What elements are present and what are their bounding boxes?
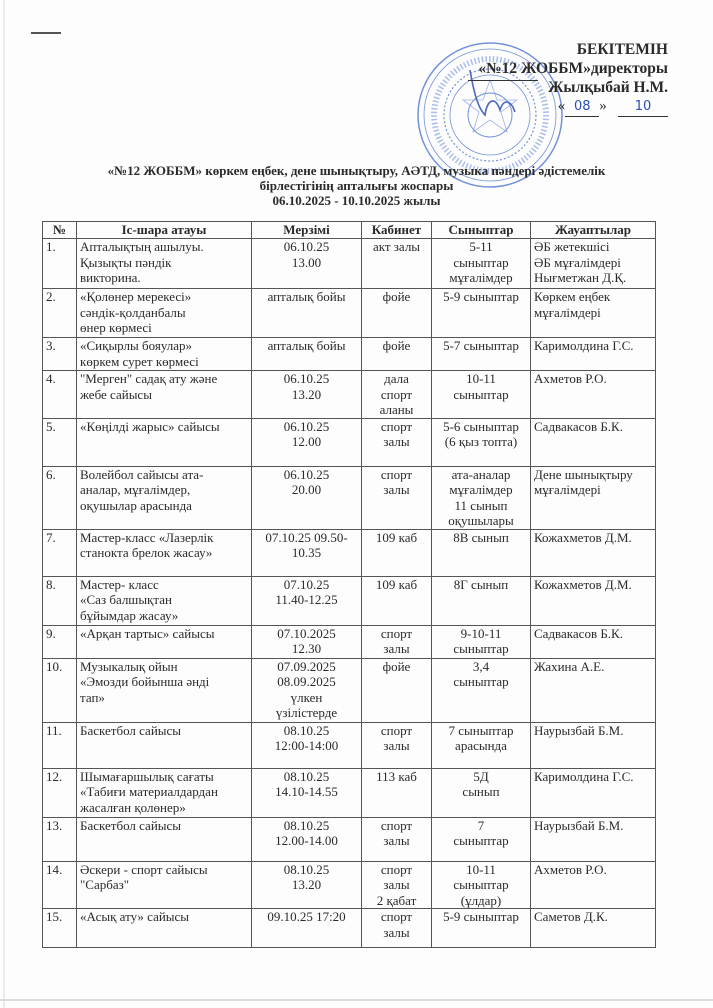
cell-cabinet: фойе [362, 289, 432, 338]
cell-classes: 10-11 сыныптар [432, 371, 531, 419]
cell-classes: ата-аналар мұғалімдер 11 сынып оқушылары [432, 466, 531, 529]
date-open-quote: « [557, 98, 566, 114]
cell-number: 5. [43, 418, 77, 466]
cell-classes: 10-11 сыныптар (ұлдар) [432, 861, 531, 909]
table-row [43, 625, 656, 658]
table-row [43, 418, 656, 466]
cell-date: 08.10.25 12.00-14.00 [252, 817, 362, 861]
cell-event-name: Әскери - спорт сайысы "Сарбаз" [77, 861, 252, 909]
header-cabinet: Кабинет [362, 222, 432, 239]
header-date: Мерзімі [252, 222, 362, 239]
cell-cabinet: спорт залы [362, 817, 432, 861]
cell-cabinet: спорт залы [362, 909, 432, 948]
cell-classes: 3,4 сыныптар [432, 658, 531, 722]
scan-edge-bottom [0, 999, 713, 1001]
cell-event-name: «Қолөнер мерекесі» сәндік-қолданбалы өнер көрмесі [77, 289, 252, 338]
cell-cabinet: спорт залы 2 қабат [362, 861, 432, 909]
approval-block [478, 40, 668, 117]
cell-event-name: Волейбол сайысы ата- аналар, мұғалімдер, оқушылар арасында [77, 466, 252, 529]
cell-classes: 7 сыныптар [432, 817, 531, 861]
cell-responsible: Садвакасов Б.К. [531, 625, 656, 658]
cell-number: 8. [43, 576, 77, 625]
cell-number: 4. [43, 371, 77, 419]
table-row [43, 817, 656, 861]
header-responsible: Жауаптылар [531, 222, 656, 239]
cell-number: 3. [43, 338, 77, 371]
table-header-row [43, 222, 656, 239]
cell-classes: 5-11 сыныптар мұғалімдер [432, 239, 531, 289]
cell-classes: 5-6 сыныптар (6 қыз топта) [432, 418, 531, 466]
cell-cabinet: спорт залы [362, 625, 432, 658]
table-row [43, 722, 656, 768]
cell-classes: 8Г сынып [432, 576, 531, 625]
table-row [43, 909, 656, 948]
table-row [43, 371, 656, 419]
table-row [43, 466, 656, 529]
table-row [43, 768, 656, 817]
cell-date: 07.10.2025 12.30 [252, 625, 362, 658]
cell-event-name: «Арқан тартыс» сайысы [77, 625, 252, 658]
cell-event-name: "Мерген" садақ ату және жебе сайысы [77, 371, 252, 419]
header-classes: Сыныптар [432, 222, 531, 239]
cell-date: 07.10.25 09.50- 10.35 [252, 529, 362, 576]
header-event-name: Іс-шара атауы [77, 222, 252, 239]
cell-date: апталық бойы [252, 289, 362, 338]
title-line-3: 06.10.2025 - 10.10.2025 жылы [272, 193, 441, 208]
document-title [0, 163, 713, 208]
table-row [43, 338, 656, 371]
cell-number: 7. [43, 529, 77, 576]
cell-event-name: «Асық ату» сайысы [77, 909, 252, 948]
cell-event-name: Музыкалық ойын «Эмозди бойынша әнді тап» [77, 658, 252, 722]
cell-date: 09.10.25 17:20 [252, 909, 362, 948]
cell-number: 2. [43, 289, 77, 338]
header-number: № [43, 222, 77, 239]
table-body [43, 239, 656, 948]
cell-number: 12. [43, 768, 77, 817]
cell-event-name: Мастер- класс «Саз балшықтан бұйымдар жасау» [77, 576, 252, 625]
cell-event-name: Апталықтың ашылуы. Қызықты пәндік викторина. [77, 239, 252, 289]
table-row [43, 658, 656, 722]
cell-cabinet: дала спорт аланы [362, 371, 432, 419]
cell-event-name: Шымағаршылық сағаты «Табиғи материалдардан жасалған қолөнер» [77, 768, 252, 817]
cell-number: 6. [43, 466, 77, 529]
table-row [43, 289, 656, 338]
cell-event-name: Баскетбол сайысы [77, 722, 252, 768]
table-row [43, 576, 656, 625]
cell-number: 9. [43, 625, 77, 658]
cell-responsible: Кожахметов Д.М. [531, 576, 656, 625]
table-row [43, 239, 656, 289]
title-line-1: «№12 ЖОББМ» көркем еңбек, дене шынықтыру, АӘТД, музыка пәндері әдістемелік [107, 163, 606, 178]
approval-position: «№12 ЖОББМ»директоры [478, 60, 668, 77]
cell-cabinet: 109 каб [362, 576, 432, 625]
cell-event-name: «Көңілді жарыс» сайысы [77, 418, 252, 466]
cell-date: 06.10.25 13.00 [252, 239, 362, 289]
cell-number: 13. [43, 817, 77, 861]
cell-responsible: Ахметов Р.О. [531, 861, 656, 909]
cell-event-name: Баскетбол сайысы [77, 817, 252, 861]
cell-classes: 5Д сынып [432, 768, 531, 817]
cell-event-name: Мастер-класс «Лазерлік станокта брелок жасау» [77, 529, 252, 576]
scan-edge-left [3, 0, 5, 1008]
cell-number: 15. [43, 909, 77, 948]
weekly-plan-table [42, 221, 656, 948]
cell-number: 11. [43, 722, 77, 768]
cell-cabinet: 109 каб [362, 529, 432, 576]
cell-date: апталық бойы [252, 338, 362, 371]
cell-date: 07.10.25 11.40-12.25 [252, 576, 362, 625]
cell-number: 10. [43, 658, 77, 722]
cell-cabinet: спорт залы [362, 418, 432, 466]
cell-cabinet: 113 каб [362, 768, 432, 817]
cell-date: 08.10.25 13.20 [252, 861, 362, 909]
cell-date: 06.10.25 13.20 [252, 371, 362, 419]
corner-dash-mark [31, 32, 61, 34]
cell-responsible: Дене шынықтыру мұғалімдері [531, 466, 656, 529]
cell-number: 1. [43, 239, 77, 289]
date-month: 10 [618, 97, 668, 117]
cell-cabinet: акт залы [362, 239, 432, 289]
cell-classes: 5-9 сыныптар [432, 909, 531, 948]
table-row [43, 529, 656, 576]
cell-responsible: Кожахметов Д.М. [531, 529, 656, 576]
cell-classes: 5-7 сыныптар [432, 338, 531, 371]
cell-classes: 9-10-11 сыныптар [432, 625, 531, 658]
cell-classes: 5-9 сыныптар [432, 289, 531, 338]
cell-date: 07.09.2025 08.09.2025 үлкен үзілістерде [252, 658, 362, 722]
cell-responsible: Жахина А.Е. [531, 658, 656, 722]
cell-date: 06.10.25 12.00 [252, 418, 362, 466]
approval-date [478, 97, 668, 117]
approval-director-name: Жылқыбай Н.М. [548, 79, 668, 96]
cell-cabinet: спорт залы [362, 722, 432, 768]
cell-number: 14. [43, 861, 77, 909]
cell-classes: 8В сынып [432, 529, 531, 576]
table-row [43, 861, 656, 909]
cell-cabinet: фойе [362, 338, 432, 371]
title-line-2: бірлестігінің апталығы жоспары [259, 178, 454, 193]
approval-heading: БЕКІТЕМІН [576, 41, 668, 58]
cell-responsible: Саметов Д.К. [531, 909, 656, 948]
cell-cabinet: фойе [362, 658, 432, 722]
cell-classes: 7 сыныптар арасында [432, 722, 531, 768]
cell-event-name: «Сиқырлы бояулар» көркем сурет көрмесі [77, 338, 252, 371]
cell-responsible: Каримолдина Г.С. [531, 338, 656, 371]
cell-date: 08.10.25 12:00-14:00 [252, 722, 362, 768]
cell-responsible: Наурызбай Б.М. [531, 722, 656, 768]
cell-responsible: Көркем еңбек мұғалімдері [531, 289, 656, 338]
cell-date: 06.10.25 20.00 [252, 466, 362, 529]
cell-date: 08.10.25 14.10-14.55 [252, 768, 362, 817]
cell-responsible: ӘБ жетекшісі ӘБ мұғалімдері Нығметжан Д.Қ. [531, 239, 656, 289]
cell-cabinet: спорт залы [362, 466, 432, 529]
date-day: 08 [565, 97, 599, 117]
cell-responsible: Наурызбай Б.М. [531, 817, 656, 861]
date-close-quote: » [599, 98, 607, 114]
cell-responsible: Каримолдина Г.С. [531, 768, 656, 817]
cell-responsible: Ахметов Р.О. [531, 371, 656, 419]
cell-responsible: Садвакасов Б.К. [531, 418, 656, 466]
